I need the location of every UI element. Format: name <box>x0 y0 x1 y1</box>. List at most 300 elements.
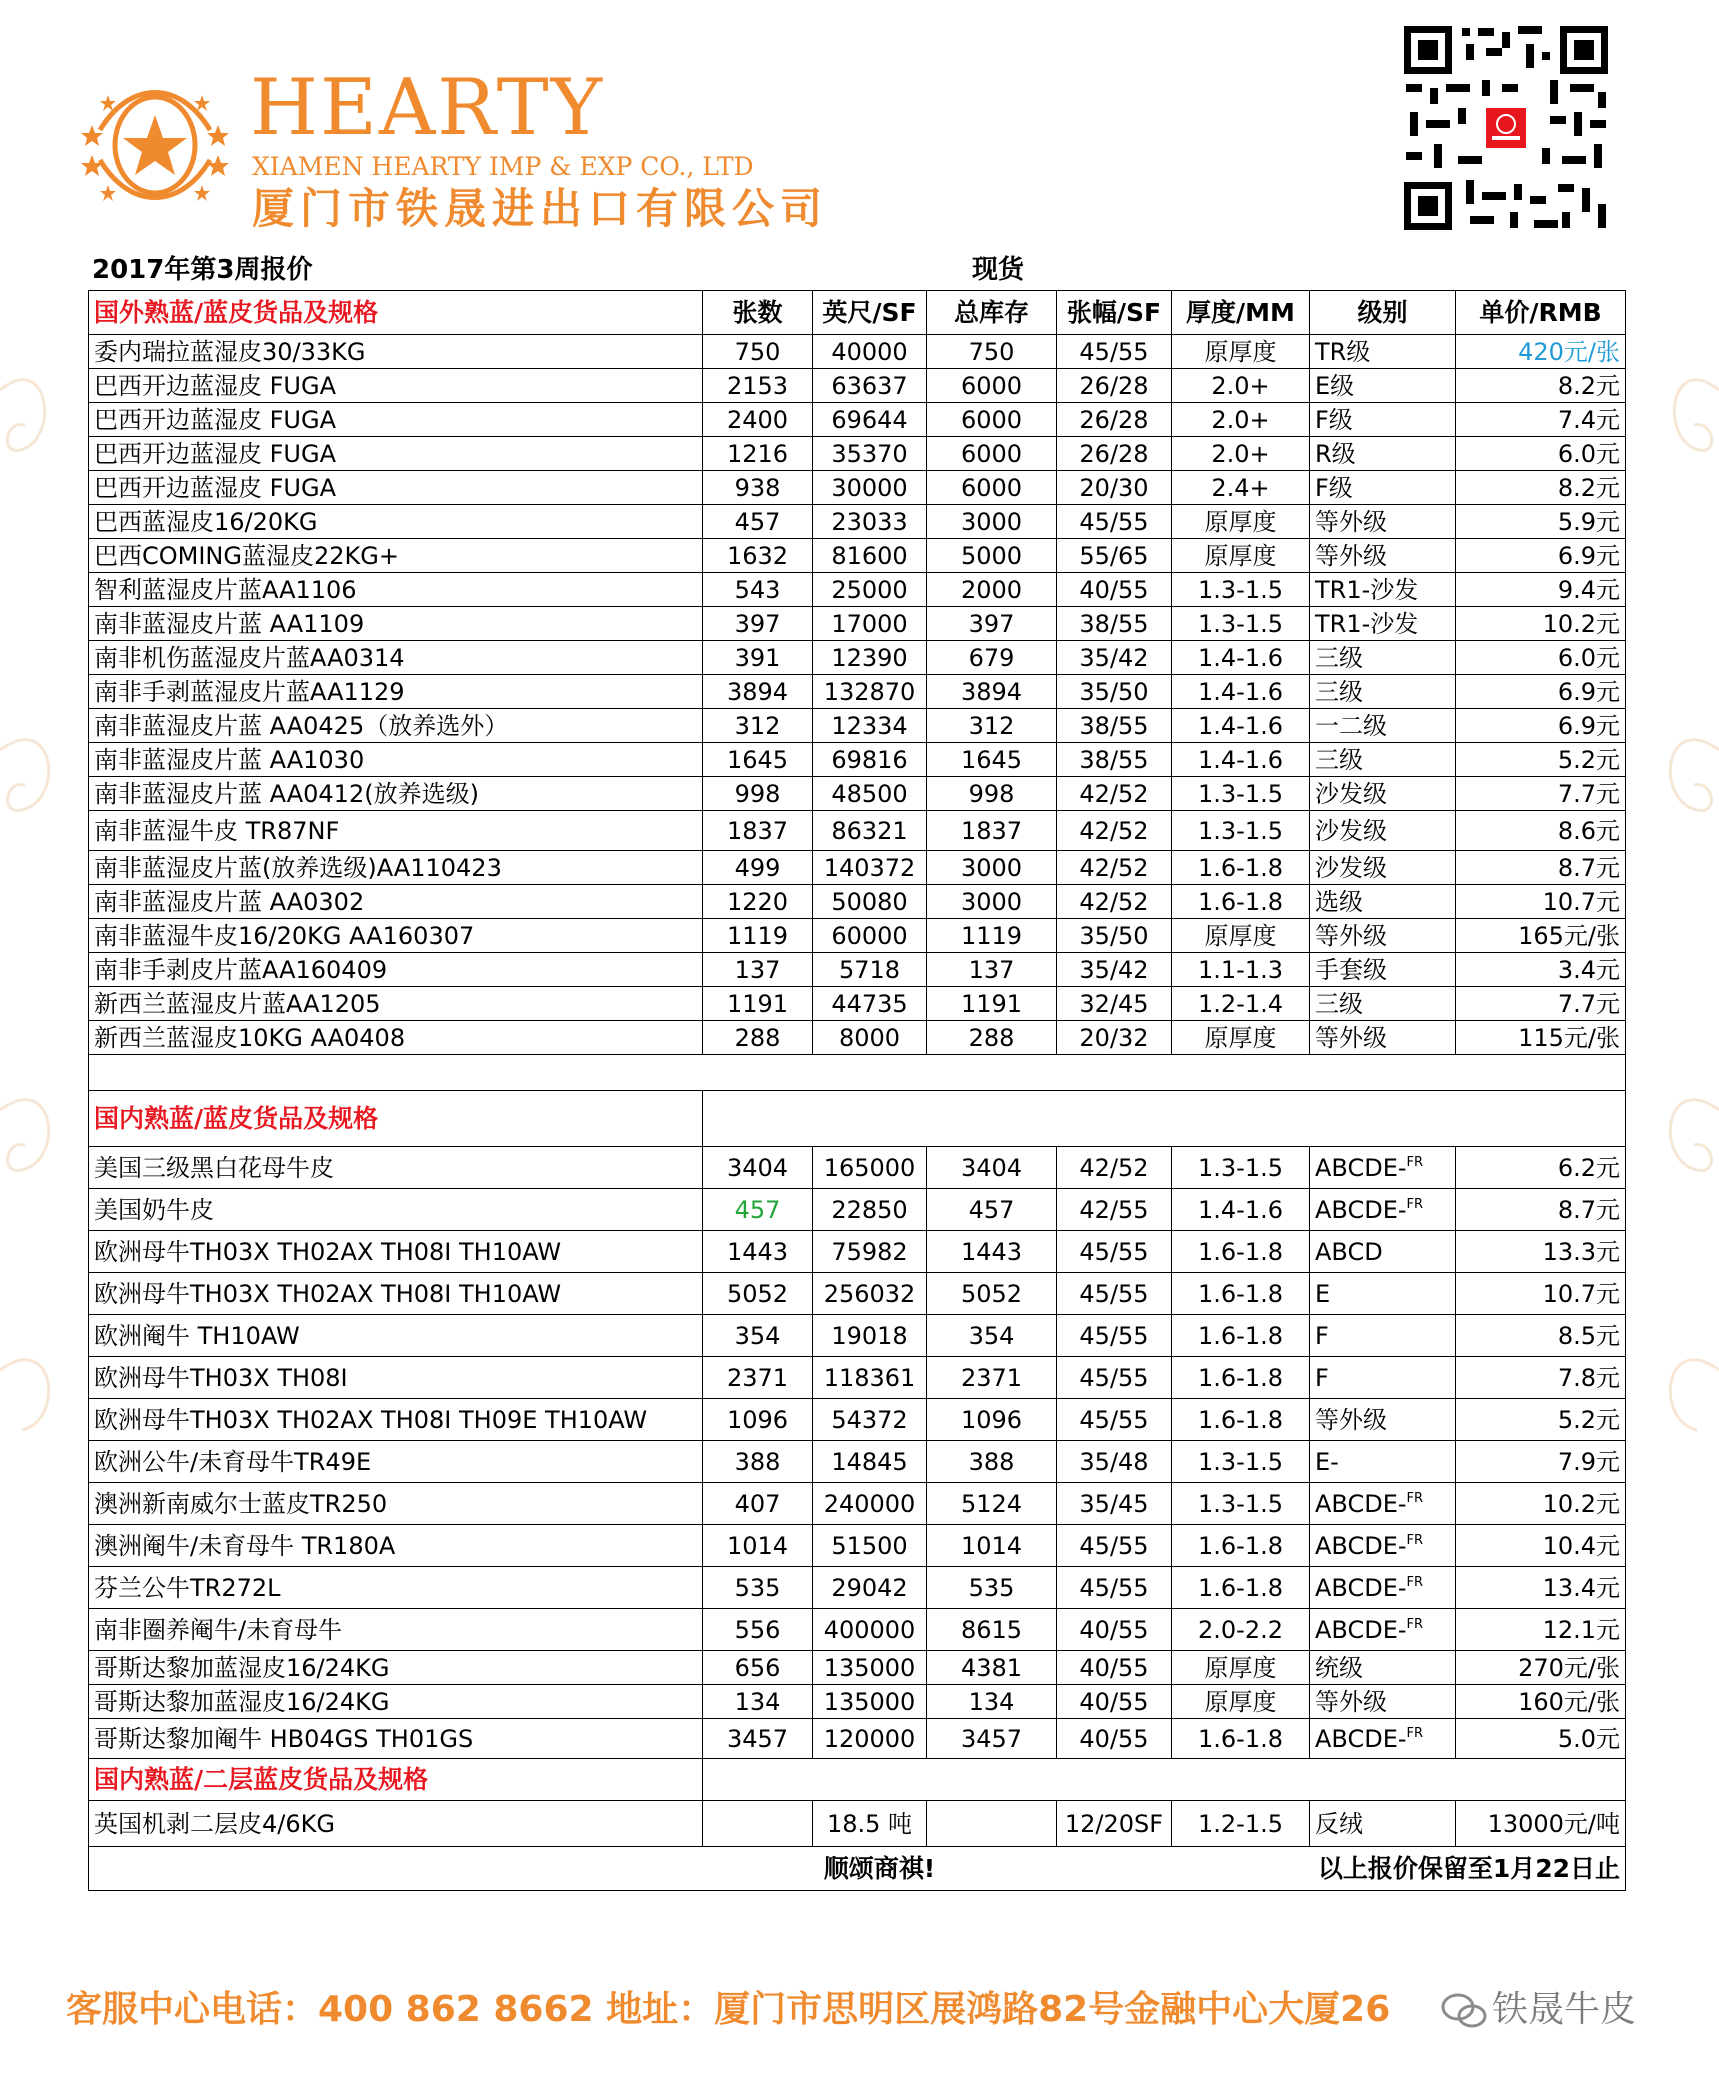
cell-thick: 原厚度 <box>1172 1651 1310 1685</box>
table-row <box>89 919 1626 953</box>
cell-stock: 6000 <box>927 437 1057 471</box>
grade-text: 等外级 <box>1315 1687 1387 1716</box>
cell-grade <box>1310 1719 1456 1759</box>
cell-sf: 81600 <box>813 539 927 573</box>
cell-price: 6.0元 <box>1456 641 1626 675</box>
cell-size: 42/52 <box>1057 1147 1172 1189</box>
cell-pcs: 457 <box>703 505 813 539</box>
spacer-row <box>89 1055 1626 1091</box>
cell-price: 12.1元 <box>1456 1609 1626 1651</box>
cell-stock: 3000 <box>927 505 1057 539</box>
cell-grade <box>1310 1685 1456 1719</box>
cell-thick: 1.4-1.6 <box>1172 1189 1310 1231</box>
cell-sf: 40000 <box>813 335 927 369</box>
cell-grade: 三级 <box>1310 641 1456 675</box>
table-row <box>89 573 1626 607</box>
cell-stock: 679 <box>927 641 1057 675</box>
cell-grade <box>1310 1525 1456 1567</box>
column-header: 总库存 <box>927 291 1057 335</box>
cell-stock: 1443 <box>927 1231 1057 1273</box>
cell-grade: TR1-沙发 <box>1310 573 1456 607</box>
product-name: 英国机剥二层皮4/6KG <box>89 1801 703 1847</box>
product-name: 南非蓝湿皮片蓝 AA1030 <box>89 743 703 777</box>
cell-pcs: 1096 <box>703 1399 813 1441</box>
cell-grade <box>1310 1399 1456 1441</box>
product-name: 新西兰蓝湿皮10KG AA0408 <box>89 1021 703 1055</box>
cell-sf: 132870 <box>813 675 927 709</box>
cell-grade: 三级 <box>1310 743 1456 777</box>
cell-pcs: 656 <box>703 1651 813 1685</box>
cell-pcs: 2371 <box>703 1357 813 1399</box>
cell-sf: 5718 <box>813 953 927 987</box>
cell-pcs: 391 <box>703 641 813 675</box>
product-name: 智利蓝湿皮片蓝AA1106 <box>89 573 703 607</box>
quote-title-row <box>92 252 1632 288</box>
grade-text: 等外级 <box>1315 1405 1387 1434</box>
cell-pcs: 556 <box>703 1609 813 1651</box>
cell-pcs: 388 <box>703 1441 813 1483</box>
cell-pcs: 1220 <box>703 885 813 919</box>
cell-pcs: 1216 <box>703 437 813 471</box>
cell-thick: 1.6-1.8 <box>1172 1399 1310 1441</box>
grade-text: ABCDE- <box>1315 1615 1407 1644</box>
table-row <box>89 1357 1626 1399</box>
cell-size: 40/55 <box>1057 1609 1172 1651</box>
cell-stock: 750 <box>927 335 1057 369</box>
cell-stock: 3457 <box>927 1719 1057 1759</box>
cell-size: 45/55 <box>1057 1399 1172 1441</box>
table-row <box>89 1231 1626 1273</box>
cell-price: 160元/张 <box>1456 1685 1626 1719</box>
product-name: 南非手剥皮片蓝AA160409 <box>89 953 703 987</box>
cell-price: 8.7元 <box>1456 851 1626 885</box>
cell-grade: R级 <box>1310 437 1456 471</box>
table-row <box>89 403 1626 437</box>
cell-sf: 140372 <box>813 851 927 885</box>
cell-size: 42/52 <box>1057 851 1172 885</box>
cell-sf: 240000 <box>813 1483 927 1525</box>
cell-sf: 14845 <box>813 1441 927 1483</box>
cell-price: 13.3元 <box>1456 1231 1626 1273</box>
product-name: 南非蓝湿皮片蓝 AA0412(放养选级) <box>89 777 703 811</box>
cell-price: 115元/张 <box>1456 1021 1626 1055</box>
cell-size: 45/55 <box>1057 1273 1172 1315</box>
grade-text: ABCDE- <box>1315 1531 1407 1560</box>
table-row <box>89 1719 1626 1759</box>
cell-pcs: 1119 <box>703 919 813 953</box>
cell-sf: 256032 <box>813 1273 927 1315</box>
table-row <box>89 1483 1626 1525</box>
product-name: 欧洲母牛TH03X TH02AX TH08I TH09E TH10AW <box>89 1399 703 1441</box>
cell-pcs: 137 <box>703 953 813 987</box>
cell-thick: 1.6-1.8 <box>1172 1273 1310 1315</box>
company-header <box>80 60 829 233</box>
footer-blank <box>89 1847 703 1891</box>
table-row <box>89 1021 1626 1055</box>
contact-info: 客服中心电话：400 862 8662 地址：厦门市思明区展鸿路82号金融中心大厦26 <box>66 1989 1391 2030</box>
cell-stock: 1645 <box>927 743 1057 777</box>
cell-price: 8.2元 <box>1456 471 1626 505</box>
grade-text: 统级 <box>1315 1653 1363 1682</box>
cell-thick: 原厚度 <box>1172 1021 1310 1055</box>
cell-size: 26/28 <box>1057 437 1172 471</box>
section-row-domestic <box>89 1091 1626 1147</box>
product-name: 欧洲公牛/未育母牛TR49E <box>89 1441 703 1483</box>
cell-grade: 等外级 <box>1310 539 1456 573</box>
cell-price: 5.9元 <box>1456 505 1626 539</box>
section-title-domestic: 国内熟蓝/蓝皮货品及规格 <box>89 1091 703 1147</box>
cell-thick: 1.6-1.8 <box>1172 1231 1310 1273</box>
cell-size: 38/55 <box>1057 743 1172 777</box>
cell-size: 45/55 <box>1057 1567 1172 1609</box>
cell-size: 45/55 <box>1057 1525 1172 1567</box>
grade-fr-superscript: FR <box>1406 1725 1424 1741</box>
cell-price: 8.6元 <box>1456 811 1626 851</box>
cell-stock: 3894 <box>927 675 1057 709</box>
cell-thick: 1.1-1.3 <box>1172 953 1310 987</box>
cell-stock: 1837 <box>927 811 1057 851</box>
cell-stock: 5052 <box>927 1273 1057 1315</box>
cell-pcs: 938 <box>703 471 813 505</box>
cell-size: 26/28 <box>1057 403 1172 437</box>
cell-size: 35/45 <box>1057 1483 1172 1525</box>
cell-stock: 2000 <box>927 573 1057 607</box>
cell-size: 20/30 <box>1057 471 1172 505</box>
cell-sf: 69816 <box>813 743 927 777</box>
cell-grade: 三级 <box>1310 987 1456 1021</box>
cell-thick: 1.6-1.8 <box>1172 1525 1310 1567</box>
cell-grade <box>1310 1609 1456 1651</box>
cell-pcs: 1645 <box>703 743 813 777</box>
cell-pcs: 3894 <box>703 675 813 709</box>
cell-sf: 135000 <box>813 1651 927 1685</box>
cell-pcs: 499 <box>703 851 813 885</box>
table-row <box>89 335 1626 369</box>
grade-text: ABCD <box>1315 1237 1383 1266</box>
cell-thick: 1.3-1.5 <box>1172 1147 1310 1189</box>
cell-size: 35/50 <box>1057 919 1172 953</box>
table-row <box>89 675 1626 709</box>
qr-code-icon <box>1400 22 1612 234</box>
table-row <box>89 953 1626 987</box>
cell-thick: 1.6-1.8 <box>1172 851 1310 885</box>
cell-pcs: 1837 <box>703 811 813 851</box>
grade-text: F <box>1315 1363 1329 1392</box>
cell-grade <box>1310 1315 1456 1357</box>
product-name: 巴西开边蓝湿皮 FUGA <box>89 369 703 403</box>
cell-grade <box>1310 1483 1456 1525</box>
cell-price: 10.7元 <box>1456 1273 1626 1315</box>
cell-size: 40/55 <box>1057 1651 1172 1685</box>
cell-thick: 原厚度 <box>1172 919 1310 953</box>
cell-size: 35/42 <box>1057 641 1172 675</box>
table-row <box>89 1685 1626 1719</box>
cell-grade: 手套级 <box>1310 953 1456 987</box>
cell-stock: 1119 <box>927 919 1057 953</box>
cell-size: 45/55 <box>1057 335 1172 369</box>
table-row <box>89 505 1626 539</box>
table-row <box>89 1441 1626 1483</box>
cell-pcs: 543 <box>703 573 813 607</box>
product-name: 南非机伤蓝湿皮片蓝AA0314 <box>89 641 703 675</box>
cell-price: 13000元/吨 <box>1456 1801 1626 1847</box>
cell-thick: 1.3-1.5 <box>1172 607 1310 641</box>
cell-pcs: 354 <box>703 1315 813 1357</box>
cell-sf: 8000 <box>813 1021 927 1055</box>
table-row <box>89 1525 1626 1567</box>
product-name: 澳洲新南威尔士蓝皮TR250 <box>89 1483 703 1525</box>
cell-size: 26/28 <box>1057 369 1172 403</box>
spacer-cell <box>89 1055 1626 1091</box>
cell-size: 42/55 <box>1057 1189 1172 1231</box>
cell-stock: 388 <box>927 1441 1057 1483</box>
table-row <box>89 437 1626 471</box>
product-name: 南非蓝湿皮片蓝 AA0302 <box>89 885 703 919</box>
price-table <box>88 290 1626 1891</box>
cell-pcs: 5052 <box>703 1273 813 1315</box>
cell-pcs: 535 <box>703 1567 813 1609</box>
section-filler <box>703 1091 1626 1147</box>
cell-grade: F级 <box>1310 471 1456 505</box>
cell-price: 6.0元 <box>1456 437 1626 471</box>
brand-text <box>250 60 830 233</box>
cell-size: 55/65 <box>1057 539 1172 573</box>
cell-stock: 312 <box>927 709 1057 743</box>
cell-size: 45/55 <box>1057 1357 1172 1399</box>
section-title-split: 国内熟蓝/二层蓝皮货品及规格 <box>89 1759 703 1801</box>
cell-sf: 44735 <box>813 987 927 1021</box>
cell-grade: 三级 <box>1310 675 1456 709</box>
section-title-foreign: 国外熟蓝/蓝皮货品及规格 <box>89 291 703 335</box>
table-row <box>89 1801 1626 1847</box>
cell-thick: 原厚度 <box>1172 505 1310 539</box>
cell-thick: 2.0+ <box>1172 369 1310 403</box>
cell-pcs: 750 <box>703 335 813 369</box>
cell-stock: 998 <box>927 777 1057 811</box>
cell-sf: 12390 <box>813 641 927 675</box>
cell-grade: F级 <box>1310 403 1456 437</box>
cell-size: 40/55 <box>1057 1719 1172 1759</box>
cell-stock: 1191 <box>927 987 1057 1021</box>
watermark-text: 铁晟牛皮 <box>1492 1989 1637 2030</box>
cell-thick: 1.3-1.5 <box>1172 573 1310 607</box>
cell-thick: 2.4+ <box>1172 471 1310 505</box>
in-stock-label: 现货 <box>972 255 1025 285</box>
cell-thick: 1.4-1.6 <box>1172 641 1310 675</box>
cell-price: 7.8元 <box>1456 1357 1626 1399</box>
table-row <box>89 607 1626 641</box>
cell-stock: 535 <box>927 1567 1057 1609</box>
cell-sf: 23033 <box>813 505 927 539</box>
product-name: 南非蓝湿牛皮 TR87NF <box>89 811 703 851</box>
cell-size: 42/52 <box>1057 777 1172 811</box>
cell-pcs <box>703 1801 813 1847</box>
table-row <box>89 777 1626 811</box>
cell-thick: 1.4-1.6 <box>1172 709 1310 743</box>
table-row <box>89 709 1626 743</box>
cell-pcs: 288 <box>703 1021 813 1055</box>
table-row <box>89 811 1626 851</box>
cell-thick: 1.3-1.5 <box>1172 1441 1310 1483</box>
grade-fr-superscript: FR <box>1406 1154 1424 1170</box>
cell-pcs: 457 <box>703 1189 813 1231</box>
column-header: 张幅/SF <box>1057 291 1172 335</box>
cell-grade: 沙发级 <box>1310 777 1456 811</box>
cell-thick: 2.0-2.2 <box>1172 1609 1310 1651</box>
cell-grade: TR1-沙发 <box>1310 607 1456 641</box>
cell-stock: 5124 <box>927 1483 1057 1525</box>
cell-sf: 30000 <box>813 471 927 505</box>
cell-thick: 1.6-1.8 <box>1172 1719 1310 1759</box>
cell-thick: 1.6-1.8 <box>1172 1357 1310 1399</box>
cell-stock: 2371 <box>927 1357 1057 1399</box>
product-name: 哥斯达黎加蓝湿皮16/24KG <box>89 1685 703 1719</box>
cell-thick: 1.6-1.8 <box>1172 885 1310 919</box>
cell-stock: 6000 <box>927 403 1057 437</box>
cell-thick: 原厚度 <box>1172 1685 1310 1719</box>
cell-size: 38/55 <box>1057 709 1172 743</box>
cell-sf: 118361 <box>813 1357 927 1399</box>
cell-pcs: 2153 <box>703 369 813 403</box>
cell-stock: 354 <box>927 1315 1057 1357</box>
product-name: 委内瑞拉蓝湿皮30/33KG <box>89 335 703 369</box>
product-name: 澳洲阉牛/未育母牛 TR180A <box>89 1525 703 1567</box>
wechat-watermark <box>1440 1982 1680 2038</box>
cell-price: 165元/张 <box>1456 919 1626 953</box>
cell-sf: 35370 <box>813 437 927 471</box>
cell-stock: 3000 <box>927 851 1057 885</box>
cell-sf: 29042 <box>813 1567 927 1609</box>
column-header: 英尺/SF <box>813 291 927 335</box>
column-header: 级别 <box>1310 291 1456 335</box>
product-name: 哥斯达黎加蓝湿皮16/24KG <box>89 1651 703 1685</box>
grade-text: ABCDE- <box>1315 1489 1407 1518</box>
wechat-icon <box>1440 1991 1488 2031</box>
cell-pcs: 3457 <box>703 1719 813 1759</box>
cell-pcs: 1632 <box>703 539 813 573</box>
validity-note: 以上报价保留至1月22日止 <box>1057 1847 1626 1891</box>
cell-size: 12/20SF <box>1057 1801 1172 1847</box>
cell-price: 13.4元 <box>1456 1567 1626 1609</box>
cell-grade <box>1310 1189 1456 1231</box>
product-name: 南非蓝湿皮片蓝 AA0425（放养选外） <box>89 709 703 743</box>
cell-grade <box>1310 1273 1456 1315</box>
section-row-split <box>89 1759 1626 1801</box>
cell-size: 42/52 <box>1057 885 1172 919</box>
cell-grade: TR级 <box>1310 335 1456 369</box>
grade-text: ABCDE- <box>1315 1573 1407 1602</box>
cell-price: 5.2元 <box>1456 743 1626 777</box>
cell-grade: 沙发级 <box>1310 851 1456 885</box>
cell-stock: 6000 <box>927 369 1057 403</box>
cell-price: 9.4元 <box>1456 573 1626 607</box>
cell-size: 35/48 <box>1057 1441 1172 1483</box>
cell-thick: 原厚度 <box>1172 539 1310 573</box>
grade-fr-superscript: FR <box>1406 1532 1424 1548</box>
cell-thick: 2.0+ <box>1172 437 1310 471</box>
cell-stock: 397 <box>927 607 1057 641</box>
table-header-row <box>89 291 1626 335</box>
product-name: 巴西COMING蓝湿皮22KG+ <box>89 539 703 573</box>
cell-sf: 75982 <box>813 1231 927 1273</box>
table-footer-row <box>89 1847 1626 1891</box>
cell-pcs: 312 <box>703 709 813 743</box>
cell-price: 5.0元 <box>1456 1719 1626 1759</box>
grade-fr-superscript: FR <box>1406 1574 1424 1590</box>
cell-sf: 12334 <box>813 709 927 743</box>
cell-grade <box>1310 1567 1456 1609</box>
cell-price: 7.7元 <box>1456 777 1626 811</box>
cell-price: 270元/张 <box>1456 1651 1626 1685</box>
cell-price: 420元/张 <box>1456 335 1626 369</box>
cell-stock: 3404 <box>927 1147 1057 1189</box>
cell-pcs: 3404 <box>703 1147 813 1189</box>
cell-grade <box>1310 1231 1456 1273</box>
grade-text: E- <box>1315 1447 1339 1476</box>
cell-grade <box>1310 1441 1456 1483</box>
cell-stock: 6000 <box>927 471 1057 505</box>
cell-stock: 5000 <box>927 539 1057 573</box>
cell-price: 7.7元 <box>1456 987 1626 1021</box>
cell-thick: 1.3-1.5 <box>1172 811 1310 851</box>
table-row <box>89 1399 1626 1441</box>
cell-price: 6.2元 <box>1456 1147 1626 1189</box>
cell-size: 35/50 <box>1057 675 1172 709</box>
cell-grade: 等外级 <box>1310 1021 1456 1055</box>
cell-stock: 4381 <box>927 1651 1057 1685</box>
cell-pcs: 407 <box>703 1483 813 1525</box>
table-row <box>89 885 1626 919</box>
cell-price: 7.4元 <box>1456 403 1626 437</box>
star-emblem-logo <box>80 70 230 220</box>
cell-thick: 1.6-1.8 <box>1172 1567 1310 1609</box>
cell-price: 10.7元 <box>1456 885 1626 919</box>
cell-size: 45/55 <box>1057 1315 1172 1357</box>
table-row <box>89 1189 1626 1231</box>
cell-sf: 48500 <box>813 777 927 811</box>
product-name: 南非圈养阉牛/未育母牛 <box>89 1609 703 1651</box>
cell-size: 20/32 <box>1057 1021 1172 1055</box>
left-ornament <box>0 330 70 1450</box>
product-name: 芬兰公牛TR272L <box>89 1567 703 1609</box>
cell-grade: 选级 <box>1310 885 1456 919</box>
table-row <box>89 471 1626 505</box>
cell-thick: 原厚度 <box>1172 335 1310 369</box>
product-name: 南非蓝湿牛皮16/20KG AA160307 <box>89 919 703 953</box>
cell-sf: 22850 <box>813 1189 927 1231</box>
cell-size: 40/55 <box>1057 573 1172 607</box>
table-row <box>89 743 1626 777</box>
grade-text: ABCDE- <box>1315 1195 1407 1224</box>
cell-price: 10.2元 <box>1456 607 1626 641</box>
brand-english-name: XIAMEN HEARTY IMP & EXP CO., LTD <box>252 152 754 181</box>
table-row <box>89 1273 1626 1315</box>
product-name: 巴西蓝湿皮16/20KG <box>89 505 703 539</box>
cell-thick: 1.2-1.4 <box>1172 987 1310 1021</box>
product-name: 哥斯达黎加阉牛 HB04GS TH01GS <box>89 1719 703 1759</box>
cell-stock: 288 <box>927 1021 1057 1055</box>
product-name: 新西兰蓝湿皮片蓝AA1205 <box>89 987 703 1021</box>
cell-thick: 1.2-1.5 <box>1172 1801 1310 1847</box>
cell-size: 45/55 <box>1057 505 1172 539</box>
cell-thick: 1.3-1.5 <box>1172 1483 1310 1525</box>
grade-fr-superscript: FR <box>1406 1196 1424 1212</box>
table-row <box>89 1147 1626 1189</box>
cell-pcs: 1443 <box>703 1231 813 1273</box>
cell-sf: 60000 <box>813 919 927 953</box>
cell-thick: 1.6-1.8 <box>1172 1315 1310 1357</box>
cell-sf: 51500 <box>813 1525 927 1567</box>
